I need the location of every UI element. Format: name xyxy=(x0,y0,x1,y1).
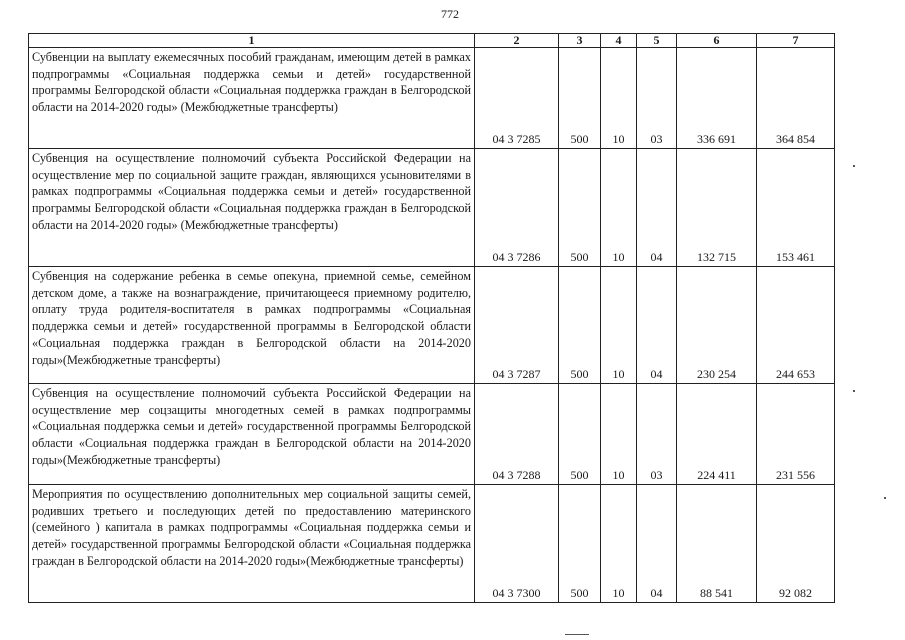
row-description: Субвенция на содержание ребенка в семье опекуна, приемной семье, семейном детском доме, а также на вознаграждение, причитающееся приемному родителю, оплату труда родителя-воспитателя в рамках подпрограммы «Социальная поддержка семьи и детей» государственной программы в Белгородской области «Социальная поддержка граждан в Белгородской области на 2014-2020 годы»(Межбюджетные трансферты) xyxy=(29,267,475,384)
column-header-6: 6 xyxy=(677,34,757,48)
row-value-2: 231 556 xyxy=(757,384,835,485)
row-col5: 04 xyxy=(637,149,677,267)
row-col4: 10 xyxy=(601,149,637,267)
row-value-2: 364 854 xyxy=(757,48,835,149)
row-value-1: 230 254 xyxy=(677,267,757,384)
row-col3: 500 xyxy=(559,48,601,149)
row-value-1: 88 541 xyxy=(677,485,757,603)
row-col5: 04 xyxy=(637,485,677,603)
row-code: 04 3 7286 xyxy=(475,149,559,267)
row-value-1: 336 691 xyxy=(677,48,757,149)
row-value-2: 244 653 xyxy=(757,267,835,384)
row-col3: 500 xyxy=(559,485,601,603)
row-code: 04 3 7287 xyxy=(475,267,559,384)
row-col5: 04 xyxy=(637,267,677,384)
row-col4: 10 xyxy=(601,485,637,603)
scan-artifact xyxy=(565,634,589,635)
column-header-4: 4 xyxy=(601,34,637,48)
table-row xyxy=(29,149,835,267)
row-col5: 03 xyxy=(637,384,677,485)
column-header-7: 7 xyxy=(757,34,835,48)
budget-table xyxy=(28,33,835,603)
row-col3: 500 xyxy=(559,384,601,485)
table-row xyxy=(29,384,835,485)
row-value-2: 92 082 xyxy=(757,485,835,603)
table-header-row xyxy=(29,34,835,48)
scan-artifact xyxy=(853,390,855,392)
row-description: Мероприятия по осуществлению дополнительных мер социальной защиты семей, родивших третьего и последующих детей по предоставлению материнского (семейного ) капитала в рамках подпрограммы «Социальная поддержка семьи и детей» государственной программы Белгородской области «Социальная поддержка граждан в Белгородской области на 2014-2020 годы»(Межбюджетные трансферты) xyxy=(29,485,475,603)
column-header-1: 1 xyxy=(29,34,475,48)
column-header-5: 5 xyxy=(637,34,677,48)
row-code: 04 3 7288 xyxy=(475,384,559,485)
row-col4: 10 xyxy=(601,267,637,384)
row-value-1: 224 411 xyxy=(677,384,757,485)
column-header-3: 3 xyxy=(559,34,601,48)
table-row xyxy=(29,48,835,149)
row-value-1: 132 715 xyxy=(677,149,757,267)
table-row xyxy=(29,267,835,384)
scan-artifact xyxy=(884,497,886,499)
column-header-2: 2 xyxy=(475,34,559,48)
table-row xyxy=(29,485,835,603)
page-number: 772 xyxy=(441,7,459,21)
row-code: 04 3 7300 xyxy=(475,485,559,603)
row-description: Субвенция на осуществление полномочий субъекта Российской Федерации на осуществление мер по социальной защите граждан, являющихся усыновителями в рамках подпрограммы «Социальная поддержка семьи и детей» государственной программы Белгородской области «Социальная поддержка граждан в Белгородской области на 2014-2020 годы» (Межбюджетные трансферты) xyxy=(29,149,475,267)
row-col4: 10 xyxy=(601,384,637,485)
row-code: 04 3 7285 xyxy=(475,48,559,149)
row-col3: 500 xyxy=(559,149,601,267)
row-description: Субвенция на осуществление полномочий субъекта Российской Федерации на осуществление мер соцзащиты многодетных семей в рамках подпрограммы «Социальная поддержка семьи и детей» государственной программы Белгородской области «Социальная поддержка граждан в Белгородской области на 2014-2020 годы»(Межбюджетные трансферты) xyxy=(29,384,475,485)
row-col5: 03 xyxy=(637,48,677,149)
row-value-2: 153 461 xyxy=(757,149,835,267)
row-description: Субвенции на выплату ежемесячных пособий гражданам, имеющим детей в рамках подпрограммы «Социальная поддержка семьи и детей» государственной программы Белгородской области «Социальная поддержка граждан в Белгородской области на 2014-2020 годы» (Межбюджетные трансферты) xyxy=(29,48,475,149)
row-col3: 500 xyxy=(559,267,601,384)
scan-artifact xyxy=(853,165,855,167)
row-col4: 10 xyxy=(601,48,637,149)
